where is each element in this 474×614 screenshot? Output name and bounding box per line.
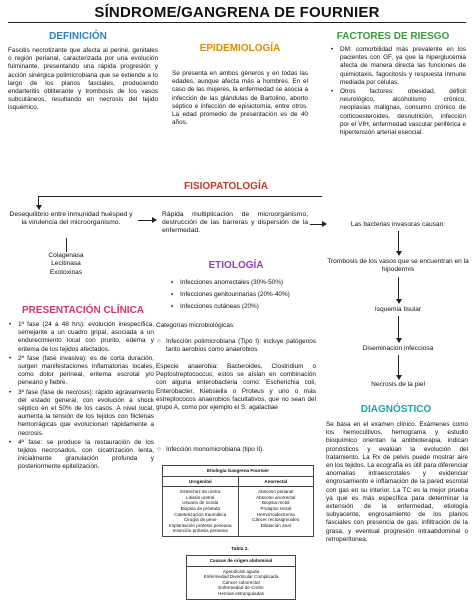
enzyme-item: Lecitinasa xyxy=(51,260,81,268)
tipo1-item: ○ Infección polimicrobiana (Tipo I): incluye patógenos tanto aerobios como anaerobios xyxy=(157,338,316,354)
table-title: Causas de origen abdominal xyxy=(187,556,295,567)
chain-step-0: Las bacterias invasoras causan: xyxy=(350,221,446,228)
chain-line xyxy=(398,277,399,301)
bullet-square-icon: ▪ xyxy=(171,291,174,299)
presentacion-item: • 4ª fase: se produce la restauración de los tejidos necrosados, con cicatrización lenta, inicialmente granulación profunda y posteriormente epitelización. xyxy=(9,438,154,471)
table-cell: Enfermedad Diverticular Complicada xyxy=(203,574,279,580)
chain-line xyxy=(398,316,399,340)
enzyme-stem xyxy=(66,238,67,252)
table-cell: Absceso anorrectal xyxy=(256,494,296,500)
table-col-urogenital xyxy=(163,487,238,536)
table-cell: Biopsia rectal xyxy=(261,500,290,506)
bullet-dot-icon: • xyxy=(9,354,12,362)
bullet-dot-icon: • xyxy=(9,438,12,446)
epidemiologia-heading: EPIDEMIOLOGÍA xyxy=(199,43,281,54)
presentacion-list xyxy=(8,321,154,473)
bullet-dot-icon: • xyxy=(331,46,334,53)
table-body xyxy=(187,567,295,599)
arrow-down-icon xyxy=(36,205,42,210)
enzyme-item: Colagenasa xyxy=(48,252,84,259)
table-col-anorrectal xyxy=(238,487,314,536)
definicion-heading: DEFINICIÓN xyxy=(49,31,107,42)
table-cell: Cáncer rectosigmoideo xyxy=(252,517,300,523)
table2-label: Tabla 2. xyxy=(231,547,249,552)
chain-line xyxy=(398,231,399,253)
factores-list xyxy=(330,46,466,138)
factores-heading: FACTORES DE RIESGO xyxy=(336,31,450,42)
table-cell: Hernias estranguladas xyxy=(218,590,264,596)
table-cell: Cateterización traumática xyxy=(174,511,227,517)
bullet-square-icon: ▪ xyxy=(171,303,174,311)
table-cell: Absceso perianal xyxy=(258,489,294,495)
diagnostico-text: Se basa en el examen clínico. Exámenes como los hemocultivos, hemograma y estudio bioquímico orientan la antibioterapia, indican pronósticos y evalúan la evolución del tratamiento. La Rx de pelvis puede mostrar aire en los tejidos. La ecografía es útil para diferenciar anomalías intraescrotales y evidenciar engrosamiento e inflamación de la pared escrotal con gas en su interior. La TC es la mejor prueba ya que es más específica para determinar la extensión de la enfermedad, etiología subyacente, engrosamiento de los planos fasciales con presencia de gas, infiltración de la grasa, y eventual progresión intraabdominal o retroperitonea. xyxy=(326,421,468,543)
chain-step-4: Necrosis de la piel xyxy=(371,381,425,388)
table-cell: Apendicitis aguda xyxy=(222,568,260,574)
table-cell: Cáncer colorrectal xyxy=(222,579,260,585)
table-title: Etiología Gangrena Fournier xyxy=(163,466,313,477)
factores-item: • DM: comorbilidad más prevalente en los pacientes con GF, ya que la hiperglucemia afecta de manera directa las funciones de quimiotaxis, fagocitosis y respuesta inmune mediada por células. xyxy=(331,46,466,86)
etiologia-item: ▪ Infecciones anorrectales (30%-50%) xyxy=(171,279,284,286)
arrow-down-icon xyxy=(396,375,402,380)
etiologia-item: ▪ Infecciones genitourinarias (20%-40%) xyxy=(171,291,290,299)
chain-line xyxy=(398,355,399,377)
chain-step-3: Diseminación infecciosa xyxy=(362,345,434,352)
table-cell: Biopsia de próstata xyxy=(180,505,220,511)
etiologia-tipo2 xyxy=(156,446,316,455)
page-title: SÍNDROME/GANGRENA DE FOURNIER xyxy=(94,4,380,21)
arrow-right-icon xyxy=(152,217,157,223)
fisiopatologia-heading: FISIOPATOLOGÍA xyxy=(184,181,268,192)
factores-item: • Otros factores: obesidad, déficit neurológico, alcoholismo crónico, neoplasias malignas, consumo crónico de corticoesteroides, desnutrición, infección por el VIH, enfermedad vascular periférica e hipertensión arterial esencial. xyxy=(331,88,466,137)
etiologia-especie: Especie anaerobia: Bacteroides, Clostridium o Peptostreptococcus; estos se aíslan en combinación con alguna enterobacteria como: Escherichia coli, Enterobacter, Klebsiella o Proteus y uno o más estreptococos anaerobios facultativos, que no sean del grupo A, como por ejemplo el S. agalactiae xyxy=(156,363,316,412)
fisiopatologia-box1: Desequilibrio entre inmunidad huésped y la virulencia del microorganismo. xyxy=(9,211,133,227)
table-cell: Hemorroidectomía xyxy=(256,511,295,517)
presentacion-item: • 3ª fase (fase de necrosis): rápido agravamiento del estado general, con evolución a shock séptico en el 50% de los casos. A nivel local, aumenta la tensión de los tejidos con flictenas hemorrágicas que evolucionan rápidamente a necrosis. xyxy=(9,388,154,437)
bullet-dot-icon: • xyxy=(9,388,12,396)
epidemiologia-text: Se presenta en ambos géneros y en todas las edades, aunque afecta más a hombres. En el caso de las mujeres, la enfermedad se asocia a infección de las glándulas de Bartolino, aborto séptico e infección de episiotomía, entre otros. La edad promedio de presentación es de 40 años. xyxy=(172,70,308,127)
enzyme-item: Exotoxinas xyxy=(49,268,83,276)
bullet-circle-icon: ○ xyxy=(157,338,161,345)
title-underline xyxy=(8,22,466,23)
definicion-text: Fascitis necrotizante que afecta al periné, genitales o región perianal, caracterizada por una evolución fulminante, presentando una rápida progresión y acción sinérgica polimicrobiana que se extiende a lo largo de los planos fasciales, produciendo endarteritis obliterante y trombosis de los vasos subcutáneos, resultando en necrosis del tejido isquémico. xyxy=(8,47,158,112)
table-cell: Estrechez de uretra xyxy=(180,489,221,495)
table-cell: Usuario de sonda xyxy=(182,500,219,506)
table-cell: Dilatación anal xyxy=(260,522,291,528)
fisiopatologia-box2: Rápida multiplicación de microorganismo, destrucción de las barreras y dispersión de la enfermedad. xyxy=(162,211,308,235)
table-cell: Litiasis uretral xyxy=(186,494,215,500)
arrow-down-icon xyxy=(396,299,402,304)
etiologia-table xyxy=(162,465,314,537)
etiologia-tipo1 xyxy=(156,338,316,355)
table-body xyxy=(163,487,313,536)
tipo2-item: ○ Infección monomicrobiana (tipo II). xyxy=(157,446,265,453)
etiologia-heading: ETIOLOGÍA xyxy=(208,260,264,271)
table-header-row xyxy=(163,477,313,488)
arrow-down-icon xyxy=(396,338,402,343)
table-cell: Cirugía de pene xyxy=(183,517,217,523)
table-cell: Inserción prótesis peneana xyxy=(172,528,228,534)
chain-step-2: Isquemia tisular xyxy=(374,306,422,313)
etiologia-cat-label: Categorías microbiológicas: xyxy=(156,322,235,329)
chain-step-1: Trombosis de los vasos que se encuentran en la hipodermis xyxy=(327,258,469,274)
table-cell: Prolapso rectal xyxy=(260,505,292,511)
table-cell: Enfermedad de Crohn xyxy=(218,585,264,591)
diagnostico-heading: DIAGNÓSTICO xyxy=(360,404,432,415)
enzyme-list xyxy=(20,252,112,277)
etiologia-list xyxy=(170,279,310,313)
bullet-dot-icon: • xyxy=(331,88,334,96)
table-col-head: Urogenital xyxy=(188,478,212,484)
bullet-square-icon: ▪ xyxy=(171,279,174,286)
bullet-dot-icon: • xyxy=(9,321,12,328)
table-cell: Implantación prótesis peneana xyxy=(168,522,232,528)
causes-table xyxy=(186,555,296,600)
presentacion-item: • 2ª fase (fase invasiva): es de corta duración, surgen manifestaciones inflamatorias locales, como dolor perineal, eritema escrotal y/o peneano y fiebre. xyxy=(9,354,154,387)
table-col-head: Anorrectal xyxy=(238,477,314,487)
presentacion-item: • 1ª fase (24 a 48 hrs): evolución inespecífica, semejante a un cuadro gripal, asociada a un endurecimiento local con prurito, edema y eritema de los tejidos afectados. xyxy=(9,321,154,353)
flow-top-line xyxy=(38,196,322,197)
bullet-circle-icon: ○ xyxy=(157,446,161,453)
etiologia-item: ▪ Infecciones cutáneas (20%) xyxy=(171,303,259,311)
arrow-down-icon xyxy=(396,251,402,256)
presentacion-heading: PRESENTACIÓN CLÍNICA xyxy=(21,305,145,316)
